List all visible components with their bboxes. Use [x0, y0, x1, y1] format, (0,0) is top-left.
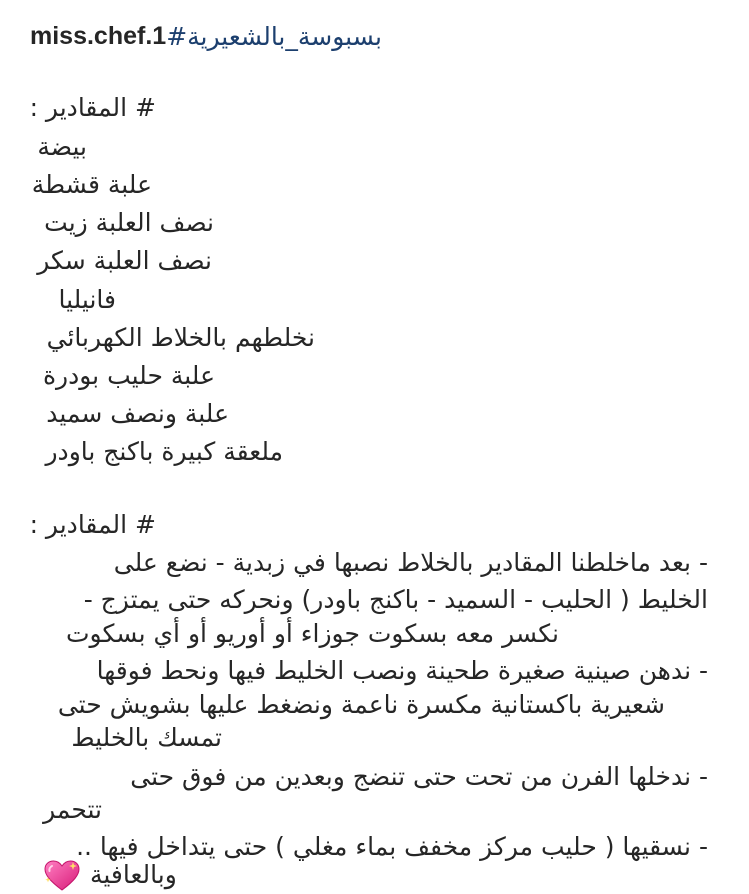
closing-text: وبالعافية [89, 860, 177, 889]
caption-header [30, 14, 382, 58]
ingredient-item: علبة ونصف سميد [46, 399, 229, 428]
ingredients-heading: # المقادير : [29, 93, 156, 122]
method-line: تتحمر [43, 795, 102, 824]
method-line: - ندخلها الفرن من تحت حتى تنضج وبعدين من فوق حتى [130, 762, 708, 791]
ingredient-item: نصف العلبة زيت [44, 208, 214, 237]
closing-line [34, 856, 177, 894]
ingredient-item: ملعقة كبيرة باكنج باودر [45, 437, 283, 466]
ingredient-item: علبة حليب بودرة [42, 361, 215, 390]
method-line: - ندهن صينية صغيرة طحينة ونصب الخليط فيها ونحط فوقها [96, 656, 708, 685]
username-link[interactable]: miss.chef.1 [30, 21, 167, 50]
sparkling-heart-icon [42, 859, 82, 893]
method-line: - نسقيها ( حليب مركز مخفف بماء مغلي ) حتى يتداخل فيها .. [76, 832, 708, 861]
hashtag-link[interactable]: #بسبوسة_بالشعيرية [166, 21, 382, 51]
ingredient-item: نصف العلبة سكر [37, 246, 212, 275]
ingredient-item: نخلطهم بالخلاط الكهربائي [46, 323, 315, 352]
method-line: شعيرية باكستانية مكسرة ناعمة ونضغط عليها بشويش حتى [57, 690, 665, 719]
method-heading: # المقادير : [29, 510, 156, 539]
method-line: تمسك بالخليط [71, 723, 222, 752]
method-line: نكسر معه بسكوت جوزاء أو أوريو أو أي بسكوت [66, 619, 559, 648]
ingredient-item: فانيليا [58, 285, 116, 314]
method-line: الخليط ( الحليب - السميد - باكنج باودر) ونحركه حتى يمتزج - [83, 585, 708, 614]
method-line: - بعد ماخلطنا المقادير بالخلاط نصبها في زبدية - نضع على [113, 548, 708, 577]
ingredient-item: بيضة [37, 132, 87, 161]
ingredient-item: علبة قشطة [31, 170, 152, 199]
